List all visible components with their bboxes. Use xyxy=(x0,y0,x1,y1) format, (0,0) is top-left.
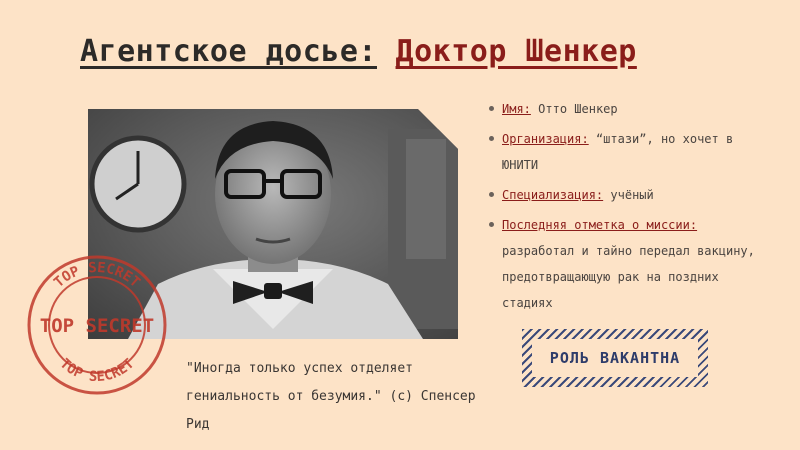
profile-label: Организация: xyxy=(502,132,589,146)
profile-value: “штази”, но хочет в ЮНИТИ xyxy=(502,132,734,172)
title-name: Доктор Шенкер xyxy=(395,34,637,69)
profile-value: разработал и тайно передал вакцину, предотвращающую рак на поздних стадиях xyxy=(502,244,755,310)
profile-label: Специализация: xyxy=(502,188,604,202)
wall-clock-icon xyxy=(92,138,184,230)
profile-label: Имя: xyxy=(502,102,531,116)
svg-text:TOP SECRET: TOP SECRET xyxy=(39,315,155,337)
page-title xyxy=(80,34,637,69)
top-secret-stamp xyxy=(22,250,172,400)
role-vacant-badge xyxy=(522,329,708,387)
svg-text:TOP SECRET: TOP SECRET xyxy=(51,259,143,291)
profile-item-last-mission xyxy=(486,212,756,316)
svg-text:TOP SECRET: TOP SECRET xyxy=(56,355,138,386)
profile-value: учёный xyxy=(610,188,654,202)
profile-item-specialization xyxy=(486,182,756,208)
quote-text: "Иногда только успех отделяет гениальность от безумия." (c) Спенсер Рид xyxy=(186,361,476,432)
profile-item-name xyxy=(486,96,756,122)
profile-label: Последняя отметка о миссии: xyxy=(502,218,698,232)
title-prefix: Агентское досье: xyxy=(80,34,377,69)
profile-list xyxy=(486,96,756,320)
profile-item-organization xyxy=(486,126,756,178)
role-vacant-label: РОЛЬ ВАКАНТНА xyxy=(532,339,698,377)
profile-value: Отто Шенкер xyxy=(538,102,618,116)
